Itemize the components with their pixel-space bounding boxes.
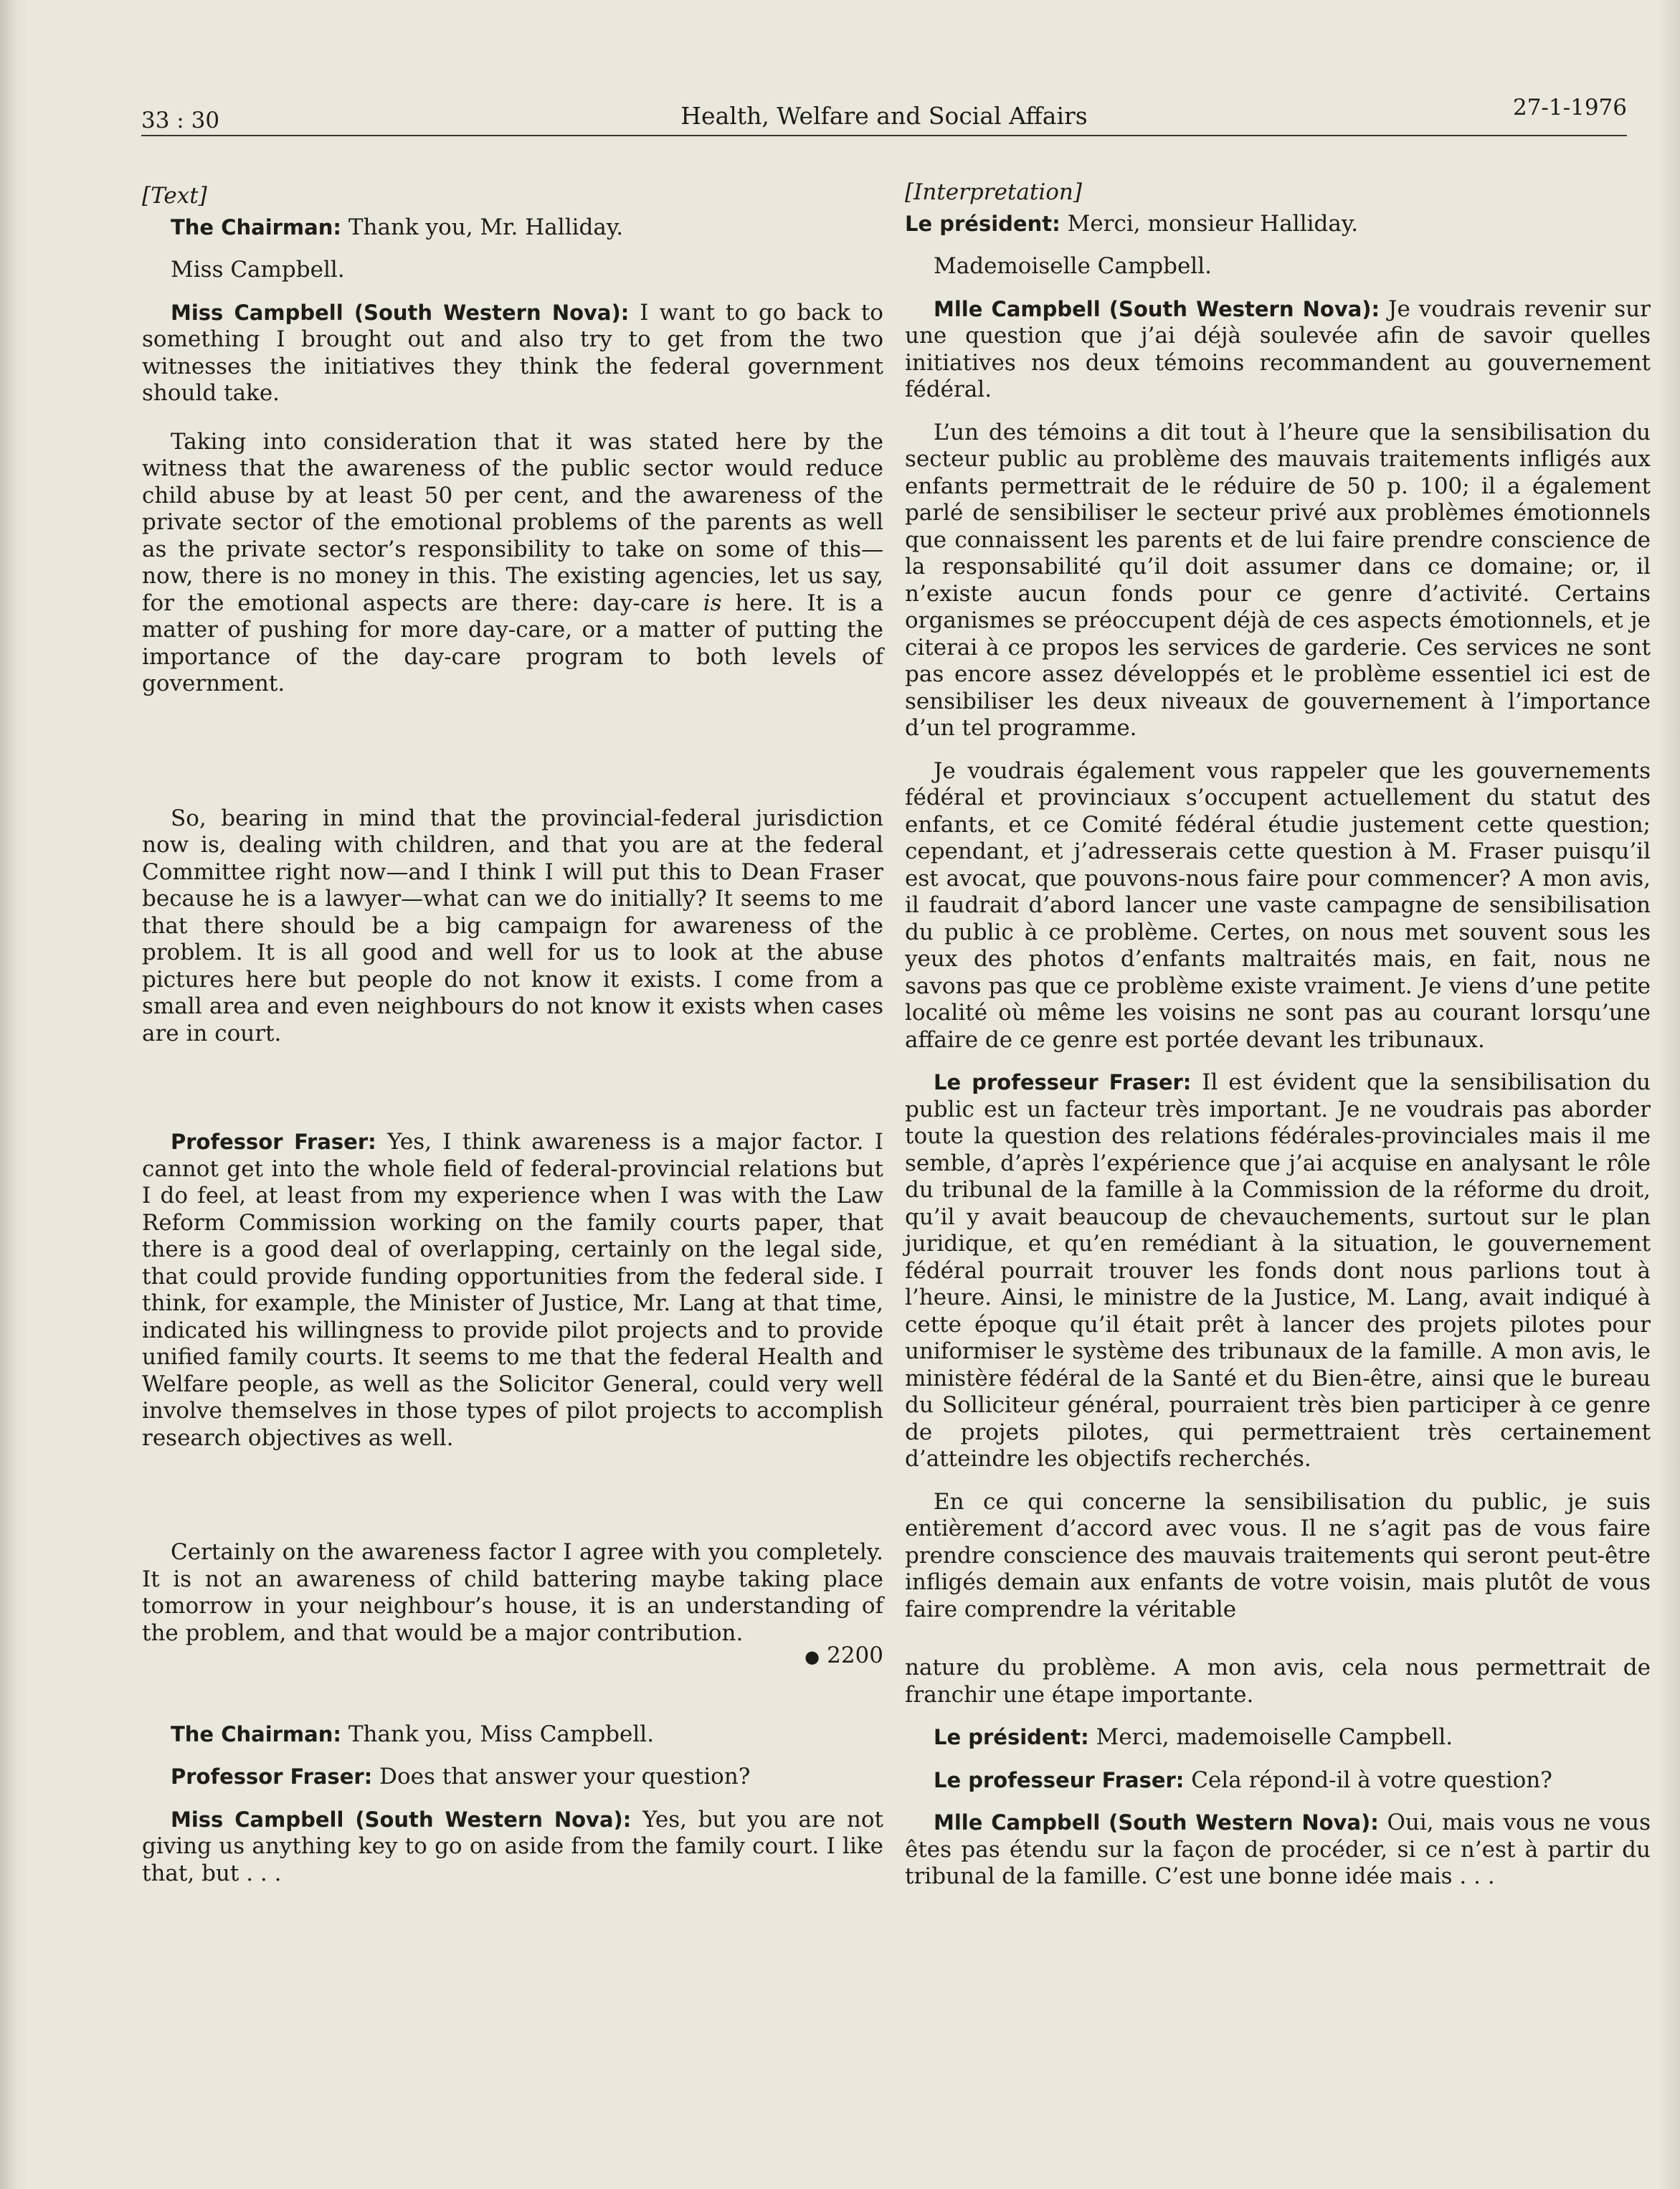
paragraph: nature du problème. A mon avis, cela nous permettrait de franchir une étape importante. [905, 1655, 1651, 1708]
section-label: [Text] [142, 183, 207, 209]
paragraph [905, 1767, 1651, 1795]
paragraph: Miss Campbell. [171, 257, 345, 283]
paragraph [142, 214, 883, 242]
english-column [142, 183, 883, 1903]
speaker-name: Le président: [905, 211, 1060, 236]
paragraph [905, 211, 1651, 238]
speech-text: Il est évident que la sensibilisation du public est un facteur très important. Je ne voudrais pas aborder toute la question des relations fédérales-provinciales mais il me semble, d’après l’expérience que j’ai acquise en analysant le rôle du tribunal de la famille à la Commission de la réforme du droit, qu’il y avait beaucoup de chevauchements, surtout sur le plan juridique, et qu’en remédiant à la situation, le gouvernement fédéral pourrait trouver les fonds dont nous parlions tout à l’heure. Ainsi, le ministre de la Justice, M. Lang, avait indiqué à cette époque qu’il était prêt à lancer des projets pilotes pour uniformiser le système des tribunaux de la famille. A mon avis, le ministère fédéral de la Santé et du Bien-être, ainsi que le bureau du Solliciteur général, pourraient très bien participer à ce genre de projets pilotes, qui permettraient très certainement d’atteindre les objectifs recherchés. [905, 1069, 1651, 1472]
emphasis-text: is [703, 590, 722, 616]
speaker-name: Professor Fraser: [171, 1130, 376, 1154]
page-header [141, 95, 1627, 136]
paragraph [142, 1764, 883, 1791]
speaker-name: Le président: [934, 1725, 1089, 1749]
french-column [905, 179, 1651, 1906]
paragraph [905, 1810, 1651, 1891]
paragraph [142, 429, 883, 698]
speaker-name: Miss Campbell (South Western Nova): [171, 1807, 632, 1832]
speech-text: Yes, I think awareness is a major factor. I cannot get into the whole field of federal-provincial relations but I do feel, at least from my experience when I was with the Law Reform Commission working on the family courts paper, that there is a good deal of overlapping, certainly on the legal side, that could provide funding opportunities from the federal side. I think, for example, the Minister of Justice, Mr. Lang at that time, indicated his willingness to provide pilot projects and to provide unified family courts. It seems to me that the federal Health and Welfare people, as well as the Solicitor General, could very well involve themselves in those types of pilot projects to accomplish research objectives as well. [142, 1129, 883, 1451]
speech-text: Taking into consideration that it was stated here by the witness that the awareness of the public sector would reduce child abuse by at least 50 per cent, and the awareness of the private sector of the emotional problems of the parents as well as the private sector’s responsibility to take on some of this—now, there is no money in this. The existing agencies, let us say, for the emotional aspects are there: day-care [142, 428, 883, 616]
speaker-name: Professor Fraser: [171, 1764, 373, 1789]
speech-text: I want to go back to something I brought out and also try to get from the two witnesses the initiatives they think the federal government should take. [142, 299, 883, 406]
section-label: [Interpretation] [905, 179, 1082, 205]
speaker-name: The Chairman: [171, 1721, 341, 1746]
spacer [142, 1467, 883, 1539]
paragraph [905, 296, 1651, 404]
speech-text: Merci, monsieur Halliday. [1060, 210, 1359, 237]
speech-text: Does that answer your question? [372, 1764, 751, 1790]
speaker-name: The Chairman: [171, 214, 341, 240]
page-number: 33 : 30 [141, 108, 220, 133]
spacer [142, 1687, 883, 1721]
paragraph [142, 1807, 883, 1888]
speech-text: Yes, but you are not giving us anything key to go on aside from the family court. I like that, but . . . [142, 1806, 883, 1886]
spacer [142, 714, 883, 805]
paragraph [142, 1129, 883, 1452]
paragraph [142, 300, 883, 407]
page-binding-edge [0, 0, 29, 2189]
speaker-name: Le professeur Fraser: [934, 1767, 1185, 1792]
paragraph [905, 1069, 1651, 1473]
paragraph [142, 1721, 883, 1749]
speech-text: Merci, mademoiselle Campbell. [1088, 1724, 1453, 1750]
speech-text: Thank you, Miss Campbell. [341, 1721, 655, 1747]
speech-text: Thank you, Mr. Halliday. [341, 214, 624, 240]
paragraph: Je voudrais également vous rappeler que les gouvernements fédéral et provinciaux s’occupent actuellement du statut des enfants, et ce Comité fédéral étudie justement cette question; cependant, et j’adresserais cette question à M. Fraser puisqu’il est avocat, que pouvons-nous faire pour commencer? A mon avis, il faudrait d’abord lancer une vaste campagne de sensibilisation du public à ce problème. Certes, on nous met souvent sous les yeux des photos d’enfants maltraités mais, en fait, nous ne savons pas que ce problème existe vraiment. Je viens d’une petite localité où même les voisins ne sont pas au courant lorsqu’une affaire de ce genre est portée devant les tribunaux. [905, 757, 1651, 1053]
time-value: 2200 [827, 1642, 883, 1668]
speaker-name: Miss Campbell (South Western Nova): [171, 300, 630, 325]
speaker-name: Mlle Campbell (South Western Nova): [934, 1810, 1379, 1835]
bullet-icon: ● [805, 1647, 820, 1667]
speaker-name: Le professeur Fraser: [934, 1070, 1192, 1094]
paragraph: Certainly on the awareness factor I agree with you completely. It is not an awareness of child battering maybe taking place tomorrow in your neighbour’s house, it is an understanding of the problem, and that would be a major contribution. [142, 1539, 883, 1646]
speech-text: here. It is a matter of pushing for more day-care, or a matter of putting the importance of the day-care program to both levels of government. [142, 590, 883, 696]
paragraph: So, bearing in mind that the provincial-federal jurisdiction now is, dealing with children, and that you are at the federal Committee right now—and I think I will put this to Dean Fraser because he is a lawyer—what can we do initially? It seems to me that there should be a big campaign for awareness of the problem. It is all good and well for us to look at the abuse pictures here but people do not know it exists. I come from a small area and even neighbours do not know it exists when cases are in court. [142, 805, 883, 1046]
spacer [905, 1623, 1651, 1655]
paragraph: Mademoiselle Campbell. [934, 253, 1212, 279]
paragraph: En ce qui concerne la sensibilisation du public, je suis entièrement d’accord avec vous. Il ne s’agit pas de vous faire prendre conscience des mauvais traitements qui seront peut-être infligés demain aux enfants de votre voisin, mais plutôt de vous faire comprendre la véritable [905, 1488, 1651, 1622]
speaker-name: Mlle Campbell (South Western Nova): [934, 296, 1380, 321]
paragraph [905, 1724, 1651, 1751]
page-right-edge [1658, 0, 1680, 2189]
paragraph: L’un des témoins a dit tout à l’heure que la sensibilisation du secteur public au problème des mauvais traitements infligés aux enfants permettrait de le réduire de 50 p. 100; il a également parlé de sensibiliser le secteur privé aux problèmes émotionnels que connaissent les parents et de lui faire prendre conscience de la responsabilité qu’il doit assumer dans ce domaine; or, il n’existe aucun fonds pour ce genre d’activité. Certains organismes se préoccupent déjà de ces aspects émotionnels, et je citerai à ce propos les services de garderie. Ces services ne sont pas encore assez développés et le problème essentiel ici est de sensibiliser les deux niveaux de gouvernement à l’importance d’un tel programme. [905, 419, 1651, 741]
running-title: Health, Welfare and Social Affairs [680, 102, 1088, 130]
sitting-date: 27-1-1976 [1512, 95, 1627, 120]
speech-text: Je voudrais revenir sur une question que j’ai déjà soulevée afin de savoir quelles initiatives nos deux témoins recommandent au gouvernement fédéral. [905, 296, 1651, 402]
speech-text: Cela répond-il à votre question? [1184, 1767, 1552, 1793]
speech-text: Oui, mais vous ne vous êtes pas étendu sur la façon de procéder, si ce n’est à partir du tribunal de la famille. C’est une bonne idée mais . . . [905, 1810, 1651, 1889]
spacer [142, 1063, 883, 1129]
